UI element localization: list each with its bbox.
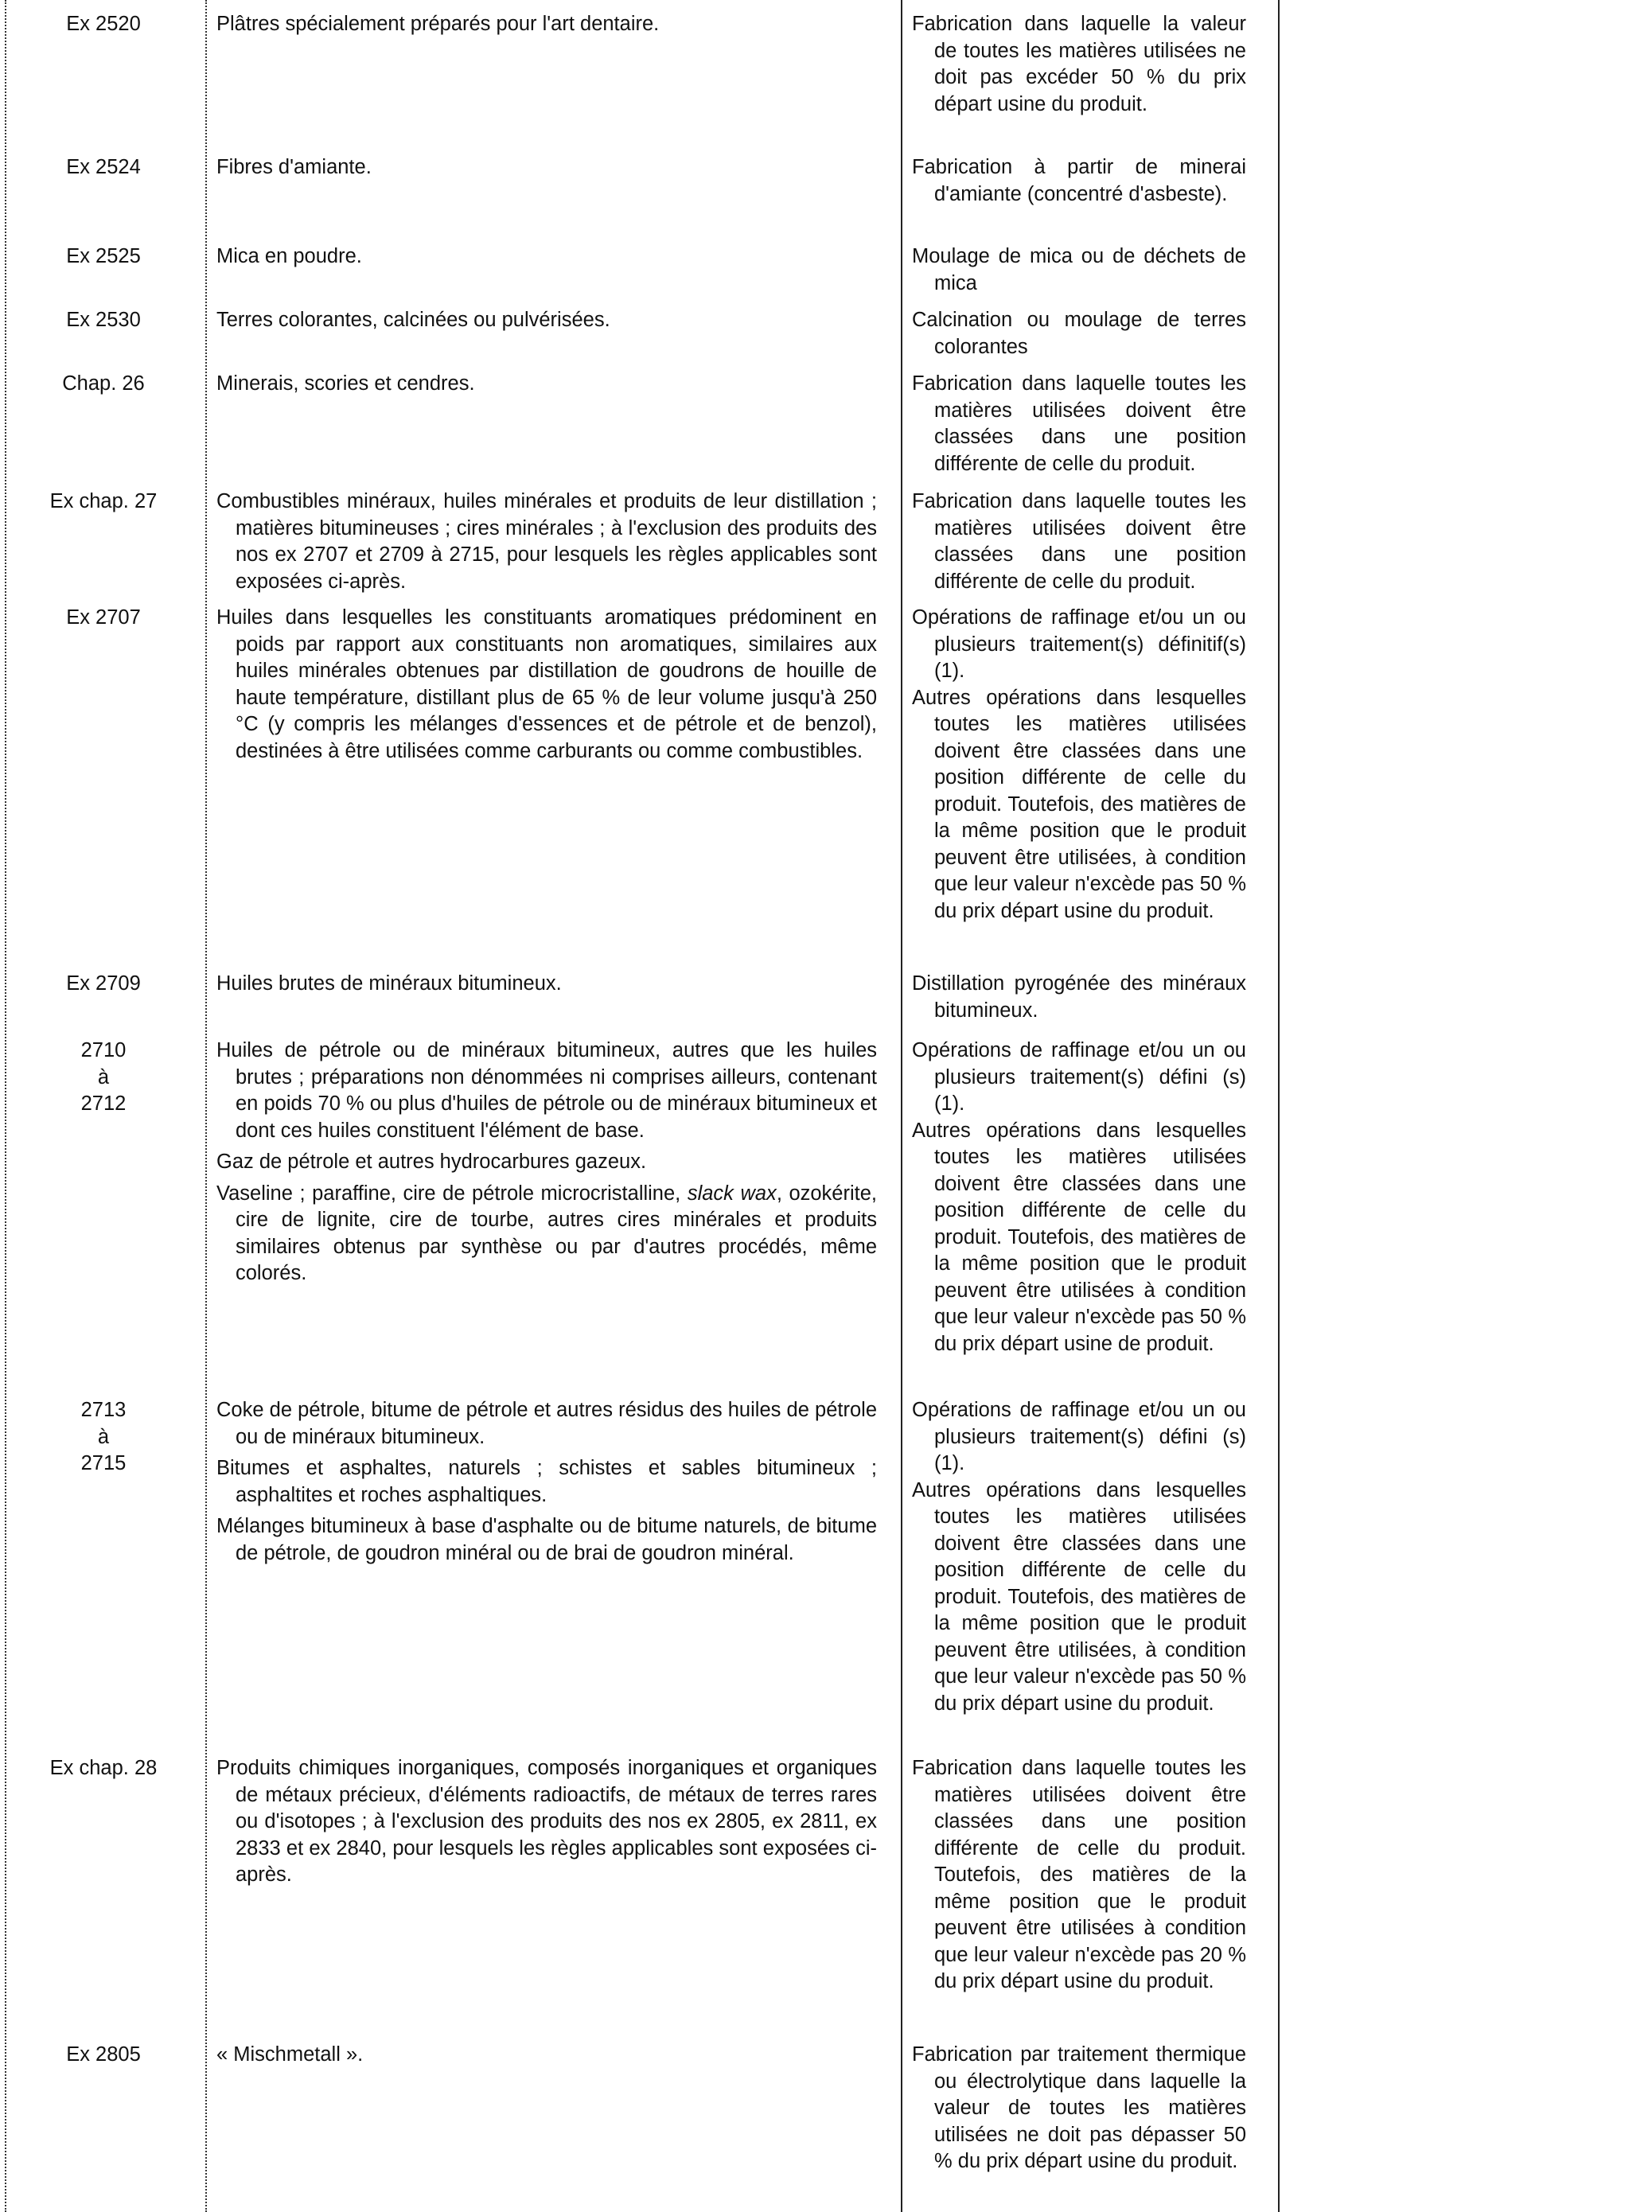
tariff-code: Chap. 26 bbox=[62, 372, 145, 395]
description-paragraph: Combustibles minéraux, huiles minérales et produits de leur distillation ; matières bitumineuses ; cires minérales ; à l'exclusion des produits des nos ex 2707 et 2709 à 2715, pour lesquels les règles applicables sont exposées ci-après. bbox=[216, 490, 877, 593]
rule-paragraph: Fabrication dans laquelle toutes les matières utilisées doivent être classées dans une position différente de celle du produit. Toutefois, des matières de la même position que le produit peuvent être utilisées à condition que leur valeur n'excède pas 20 % du prix départ usine du produit. bbox=[912, 1757, 1246, 1992]
description-paragraph bbox=[216, 1181, 877, 1287]
tariff-code: Ex 2530 bbox=[66, 309, 141, 331]
left-border-line bbox=[5, 0, 6, 2212]
origin-rule bbox=[912, 1755, 1246, 1996]
description-paragraph: Plâtres spécialement préparés pour l'art dentaire. bbox=[216, 13, 660, 35]
column-divider-description bbox=[901, 0, 902, 2212]
rule-paragraph: Distillation pyrogénée des minéraux bitumineux. bbox=[912, 972, 1246, 1022]
product-description bbox=[216, 154, 877, 186]
rule-paragraph: Autres opérations dans lesquelles toutes les matières utilisées doivent être classées dans une position différente de celle du produit. Toutefois, des matières de la même position que le produit peuvent être utilisées, à condition que leur valeur n'excède pas 50 % du prix départ usine du produit. bbox=[912, 1478, 1246, 1715]
origin-rule bbox=[912, 2042, 1246, 2175]
product-description bbox=[216, 605, 877, 769]
description-paragraph: Mica en poudre. bbox=[216, 245, 362, 267]
product-description bbox=[216, 1038, 877, 1292]
description-paragraph: Gaz de pétrole et autres hydrocarbures gazeux. bbox=[216, 1151, 647, 1173]
description-paragraph: Fibres d'amiante. bbox=[216, 156, 372, 178]
description-text-before-slack-wax: Vaseline ; paraffine, cire de pétrole microcristalline, bbox=[216, 1182, 688, 1205]
rule-paragraph: Opérations de raffinage et/ou un ou plusieurs traitement(s) défini (s) (1). bbox=[912, 1039, 1246, 1115]
product-description bbox=[216, 1397, 877, 1571]
tariff-code: Ex 2709 bbox=[66, 972, 141, 995]
tariff-code: Ex chap. 27 bbox=[49, 490, 158, 512]
description-paragraph: Huiles dans lesquelles les constituants aromatiques prédominent en poids par rapport aux constituants non aromatiques, similaires aux huiles minérales obtenues par distillation de goudrons de houille de haute température, distillant plus de 65 % de leur volume jusqu'à 250 °C (y compris les mélanges d'essences et de pétrole et de benzol), destinées à être utilisées comme carburants ou comme combustibles. bbox=[216, 606, 877, 762]
rule-paragraph: Calcination ou moulage de terres colorantes bbox=[912, 309, 1246, 358]
description-paragraph: Bitumes et asphaltes, naturels ; schistes et sables bitumineux ; asphaltites et roches asphaltiques. bbox=[216, 1457, 877, 1506]
rule-paragraph: Fabrication dans laquelle toutes les matières utilisées doivent être classées dans une position différente de celle du produit. bbox=[912, 490, 1246, 593]
tariff-code-range: 2710 à 2712 bbox=[80, 1039, 127, 1115]
description-paragraph: Huiles de pétrole ou de minéraux bitumineux, autres que les huiles brutes ; préparations non dénommées ni comprises ailleurs, contenant en poids 70 % ou plus d'huiles de pétrole ou de minéraux bitumineux et dont ces huiles constituent l'élément de base. bbox=[216, 1039, 877, 1142]
product-description bbox=[216, 971, 877, 1003]
rule-paragraph: Opérations de raffinage et/ou un ou plusieurs traitement(s) définitif(s) (1). bbox=[912, 606, 1246, 682]
description-paragraph: Mélanges bitumineux à base d'asphalte ou de bitume naturels, de bitume de pétrole, de goudron minéral ou de brai de goudron minéral. bbox=[216, 1515, 877, 1564]
tariff-code: Ex 2805 bbox=[66, 2043, 141, 2066]
tariff-code-range: 2713 à 2715 bbox=[80, 1399, 127, 1474]
origin-rule bbox=[912, 489, 1246, 595]
origin-rule bbox=[912, 971, 1246, 1024]
description-paragraph: Produits chimiques inorganiques, composés inorganiques et organiques de métaux précieux, d'éléments radioactifs, de métaux de terres rares ou d'isotopes ; à l'exclusion des produits des nos ex 2805, ex 2811, ex 2833 et ex 2840, pour lesquels les règles applicables sont exposées ci-après. bbox=[216, 1757, 877, 1886]
description-paragraph: « Mischmetall ». bbox=[216, 2043, 364, 2066]
description-paragraph: Terres colorantes, calcinées ou pulvérisées. bbox=[216, 309, 610, 331]
rule-paragraph: Autres opérations dans lesquelles toutes les matières utilisées doivent être classées dans une position différente de celle du produit. Toutefois, des matières de la même position que le produit peuvent être utilisées à condition que leur valeur n'excède pas 50 % du prix départ usine de produit. bbox=[912, 1119, 1246, 1355]
product-description bbox=[216, 243, 877, 275]
rule-paragraph: Fabrication à partir de minerai d'amiante (concentré d'asbeste). bbox=[912, 156, 1246, 205]
origin-rule bbox=[912, 1397, 1246, 1717]
tariff-code: Ex 2525 bbox=[66, 245, 141, 267]
product-description bbox=[216, 489, 877, 600]
description-paragraph: Minerais, scories et cendres. bbox=[216, 372, 475, 395]
rule-paragraph: Fabrication par traitement thermique ou électrolytique dans laquelle la valeur de toutes les matières utilisées ne doit pas dépasser 50 % du prix départ usine du produit. bbox=[912, 2043, 1246, 2172]
rule-paragraph: Autres opérations dans lesquelles toutes les matières utilisées doivent être classées dans une position différente de celle du produit. Toutefois, des matières de la même position que le produit peuvent être utilisées, à condition que leur valeur n'excède pas 50 % du prix départ usine du produit. bbox=[912, 686, 1246, 922]
right-border-line bbox=[1278, 0, 1280, 2212]
rule-paragraph: Moulage de mica ou de déchets de mica bbox=[912, 245, 1246, 294]
column-divider-code bbox=[205, 0, 207, 2212]
slack-wax-term: slack wax bbox=[687, 1182, 777, 1205]
tariff-code: Ex chap. 28 bbox=[49, 1757, 158, 1779]
tariff-code: Ex 2524 bbox=[66, 156, 141, 178]
origin-rule bbox=[912, 243, 1246, 297]
product-description bbox=[216, 307, 877, 339]
product-description bbox=[216, 1755, 877, 1894]
origin-rule bbox=[912, 11, 1246, 118]
rule-paragraph: Opérations de raffinage et/ou un ou plusieurs traitement(s) défini (s) (1). bbox=[912, 1399, 1246, 1474]
product-description bbox=[216, 2042, 877, 2074]
origin-rule bbox=[912, 1038, 1246, 1357]
product-description bbox=[216, 371, 877, 403]
rule-paragraph: Fabrication dans laquelle la valeur de toutes les matières utilisées ne doit pas excéder 50 % du prix départ usine du produit. bbox=[912, 13, 1246, 115]
origin-rule bbox=[912, 605, 1246, 925]
product-description bbox=[216, 11, 877, 43]
description-paragraph: Coke de pétrole, bitume de pétrole et autres résidus des huiles de pétrole ou de minéraux bitumineux. bbox=[216, 1399, 877, 1448]
rule-paragraph: Fabrication dans laquelle toutes les matières utilisées doivent être classées dans une position différente de celle du produit. bbox=[912, 372, 1246, 475]
origin-rule bbox=[912, 154, 1246, 208]
description-text-after-slack-wax: , ozokérite, cire de lignite, cire de tourbe, autres cires minérales et produits similaires obtenus par synthèse ou par d'autres procédés, même colorés. bbox=[236, 1182, 877, 1284]
origin-rule bbox=[912, 371, 1246, 477]
origin-rule bbox=[912, 307, 1246, 360]
tariff-code: Ex 2520 bbox=[66, 13, 141, 35]
description-paragraph: Huiles brutes de minéraux bitumineux. bbox=[216, 972, 562, 995]
tariff-code: Ex 2707 bbox=[66, 606, 141, 629]
